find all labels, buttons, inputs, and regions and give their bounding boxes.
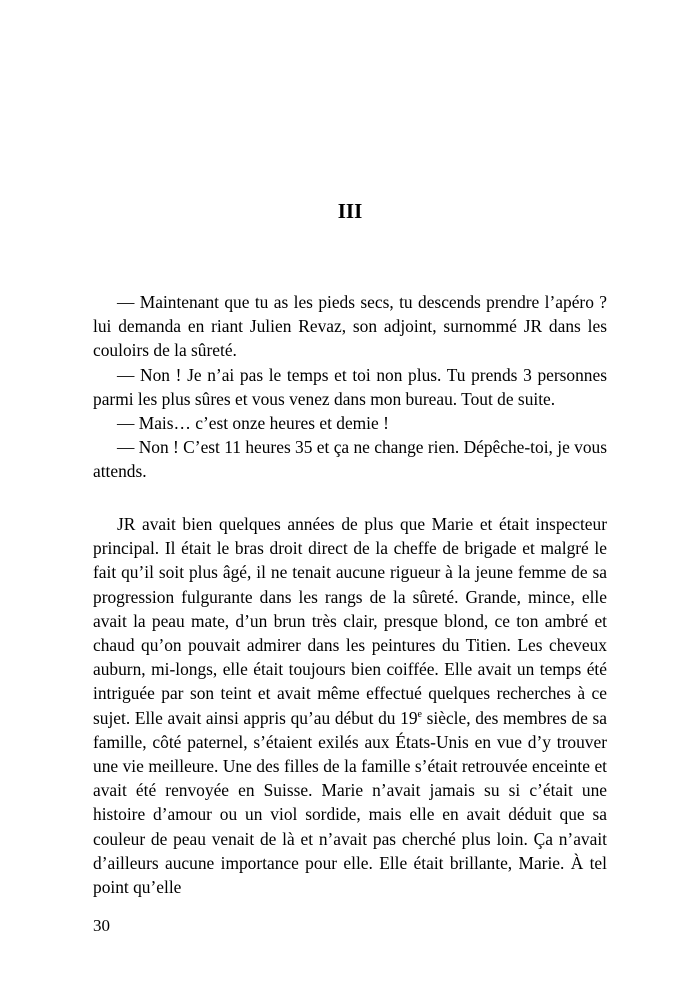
dialogue-line: — Maintenant que tu as les pieds secs, tu descends prendre l’apéro ? lui demanda en riant Julien Revaz, son adjoint, surnommé JR dans les couloirs de la sûreté. bbox=[93, 292, 607, 361]
page-number: 30 bbox=[93, 916, 110, 935]
narrative-paragraph bbox=[93, 512, 607, 899]
ordinal-suffix: e bbox=[417, 708, 422, 720]
dialogue-section bbox=[93, 290, 607, 484]
dialogue-line: — Non ! C’est 11 heures 35 et ça ne change rien. Dépêche-toi, je vous attends. bbox=[93, 437, 607, 482]
century-number: 19 bbox=[400, 707, 418, 728]
dialogue-line: — Non ! Je n’ai pas le temps et toi non plus. Tu prends 3 personnes parmi les plus sûres et vous venez dans mon bureau. Tout de suite. bbox=[93, 364, 607, 409]
narrative-text-start: JR avait bien quelques années de plus que Marie et était inspecteur principal. Il était le bras droit direct de la cheffe de brigade et malgré le fait qu’il soit plus âgé, il ne tenait aucune rigueur à la jeune femme de sa progression fulgurante dans les rangs de la sûreté. Grande, mince, elle avait la peau mate, d’un brun très clair, presque blond, ce ton ambré et chaud qu’on pouvait admirer dans les peintures du Titien. Les cheveux auburn, mi-longs, elle était toujours bien coiffée. Elle avait un temps été intriguée par son teint et avait même effectué quelques recherches à ce sujet. Elle avait ainsi appris qu’au début du bbox=[93, 514, 607, 728]
dialogue-line: — Mais… c’est onze heures et demie ! bbox=[117, 413, 389, 434]
chapter-title: III bbox=[337, 199, 363, 223]
narrative-text-end: siècle, des membres de sa famille, côté paternel, s’étaient exilés aux États-Unis en vue d’y trouver une vie meilleure. Une des filles de la famille s’était retrouvée enceinte et avait été renvoyée en Suisse. Marie n’avait jamais su si c’était une histoire d’amour ou un viol sordide, mais elle en avait déduit que sa couleur de peau venait de là et n’avait pas cherché plus loin. Ça n’avait d’ailleurs aucune importance pour elle. Elle était brillante, Marie. À tel point qu’elle bbox=[93, 707, 607, 898]
narrative-section bbox=[93, 512, 607, 899]
